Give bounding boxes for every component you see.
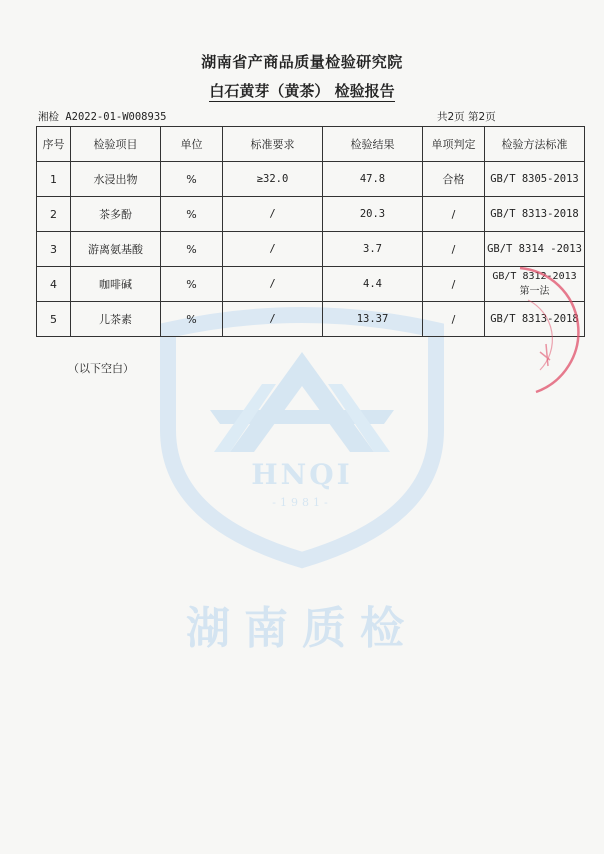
watermark-shield <box>168 315 436 560</box>
blank-below-note: （以下空白） <box>68 362 134 375</box>
cell-no: 5 <box>37 302 71 337</box>
org-title: 湖南省产商品质量检验研究院 <box>201 53 403 71</box>
table-row <box>37 302 585 337</box>
cell-item: 茶多酚 <box>71 197 161 232</box>
watermark-a-right <box>328 384 390 452</box>
table-row <box>37 267 585 302</box>
cell-unit: % <box>161 162 223 197</box>
inspection-table <box>36 126 585 337</box>
cell-unit: % <box>161 232 223 267</box>
header-method: 检验方法标准 <box>485 127 585 162</box>
cell-no: 2 <box>37 197 71 232</box>
cell-method: GB/T 8313-2018 <box>485 302 585 337</box>
header-requirement: 标准要求 <box>223 127 323 162</box>
cell-judgement: / <box>423 267 485 302</box>
watermark-year: -1981- <box>272 496 332 509</box>
cell-requirement: / <box>223 197 323 232</box>
cell-result: 47.8 <box>323 162 423 197</box>
cell-requirement: / <box>223 302 323 337</box>
table-row <box>37 197 585 232</box>
header-item: 检验项目 <box>71 127 161 162</box>
watermark-a-left <box>214 384 276 452</box>
cell-result: 13.37 <box>323 302 423 337</box>
cell-method: GB/T 8312-2013 第一法 <box>485 267 585 302</box>
cell-judgement: / <box>423 197 485 232</box>
watermark-brand: HNQI <box>251 458 353 491</box>
cell-method: GB/T 8305-2013 <box>485 162 585 197</box>
cell-no: 3 <box>37 232 71 267</box>
cell-method: GB/T 8313-2018 <box>485 197 585 232</box>
cell-result: 4.4 <box>323 267 423 302</box>
header-judgement: 单项判定 <box>423 127 485 162</box>
watermark-a-mark <box>230 352 374 452</box>
cell-result: 3.7 <box>323 232 423 267</box>
table-header-row <box>37 127 585 162</box>
report-title <box>0 80 604 101</box>
report-number: 湘检 A2022-01-W008935 <box>38 111 167 123</box>
cell-unit: % <box>161 197 223 232</box>
table-row <box>37 232 585 267</box>
seal-mark <box>540 344 550 366</box>
cell-item: 咖啡碱 <box>71 267 161 302</box>
cell-judgement: 合格 <box>423 162 485 197</box>
watermark-a-bar <box>210 410 394 424</box>
page-info: 共2页 第2页 <box>437 111 496 123</box>
watermark-text: 湖南质检 <box>186 603 418 654</box>
header-result: 检验结果 <box>323 127 423 162</box>
cell-requirement: ≥32.0 <box>223 162 323 197</box>
cell-no: 1 <box>37 162 71 197</box>
header-no: 序号 <box>37 127 71 162</box>
cell-item: 儿茶素 <box>71 302 161 337</box>
table-row <box>37 162 585 197</box>
cell-result: 20.3 <box>323 197 423 232</box>
cell-requirement: / <box>223 232 323 267</box>
cell-item: 水浸出物 <box>71 162 161 197</box>
cell-unit: % <box>161 267 223 302</box>
cell-judgement: / <box>423 302 485 337</box>
cell-method: GB/T 8314 -2013 <box>485 232 585 267</box>
cell-no: 4 <box>37 267 71 302</box>
header-unit: 单位 <box>161 127 223 162</box>
cell-judgement: / <box>423 232 485 267</box>
cell-unit: % <box>161 302 223 337</box>
cell-requirement: / <box>223 267 323 302</box>
cell-item: 游离氨基酸 <box>71 232 161 267</box>
report-title-text: 白石黄芽（黄茶） 检验报告 <box>209 82 395 100</box>
